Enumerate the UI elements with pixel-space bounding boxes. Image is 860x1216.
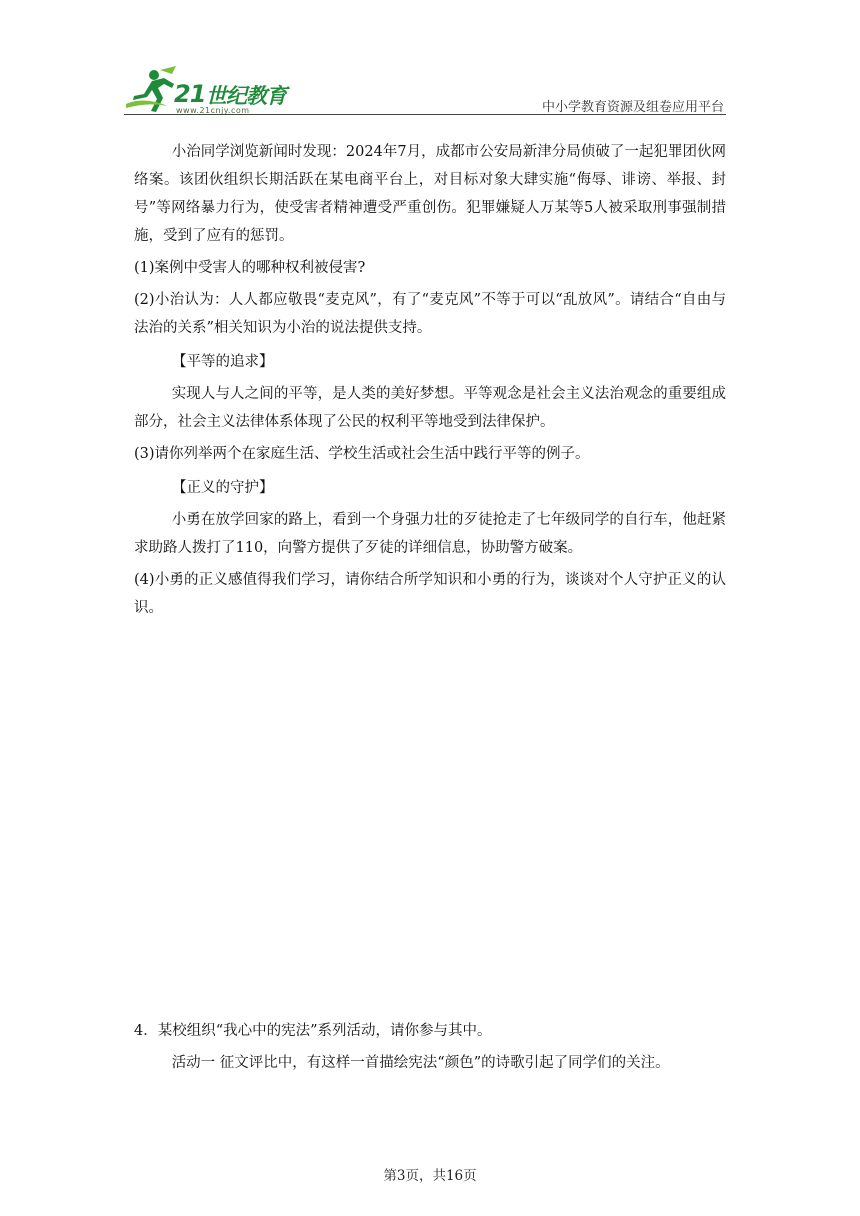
activity-1: 活动一 征文评比中，有这样一首描绘宪法“颜色”的诗歌引起了同学们的关注。 (171, 1055, 670, 1071)
case-paragraph: 小治同学浏览新闻时发现：2024年7月，成都市公安局新津分局侦破了一起犯罪团伙网络案。该团伙组织长期活跃在某电商平台上，对目标对象大肆实施“侮辱、诽谤、举报、封号”等网络暴力行为，使受害者精神遭受严重创伤。犯罪嫌疑人万某等5人被采取刑事强制措施，受到了应有的惩罚。 (134, 144, 726, 244)
question-1: (1)案例中受害人的哪种权利被侵害? (134, 260, 366, 276)
question-2: (2)小治认为：人人都应敬畏“麦克风”，有了“麦克风”不等于可以“乱放风”。请结合“自由与法治的关系”相关知识为小治的说法提供支持。 (134, 292, 726, 336)
question-4-sub: (4)小勇的正义感值得我们学习，请你结合所学知识和小勇的行为，谈谈对个人守护正义的认识。 (134, 572, 726, 616)
question-4-stem: 4．某校组织“我心中的宪法”系列活动，请你参与其中。 (134, 1023, 492, 1039)
platform-name: 中小学教育资源及组卷应用平台 (541, 100, 724, 115)
logo-number: 21 (174, 80, 206, 108)
logo-text: 世纪教育 (206, 84, 286, 108)
logo-url: www.21cnjy.com (176, 106, 250, 115)
equality-paragraph: 实现人与人之间的平等，是人类的美好梦想。平等观念是社会主义法治观念的重要组成部分，社会主义法律体系体现了公民的权利平等地受到法律保护。 (134, 386, 726, 430)
page-header (0, 0, 860, 120)
question-4 (134, 1017, 726, 1077)
section-heading-justice: 【正义的守护】 (172, 480, 274, 496)
header-divider (124, 114, 726, 115)
question-content (134, 138, 726, 622)
question-3: (3)请你列举两个在家庭生活、学校生活或社会生活中践行平等的例子。 (134, 446, 590, 462)
section-heading-equality: 【平等的追求】 (172, 354, 274, 370)
justice-paragraph: 小勇在放学回家的路上，看到一个身强力壮的歹徒抢走了七年级同学的自行车，他赶紧求助路人拨打了110，向警方提供了歹徒的详细信息，协助警方破案。 (134, 512, 726, 556)
logo (124, 66, 294, 116)
page-footer: 第3页，共16页 (383, 1168, 477, 1184)
